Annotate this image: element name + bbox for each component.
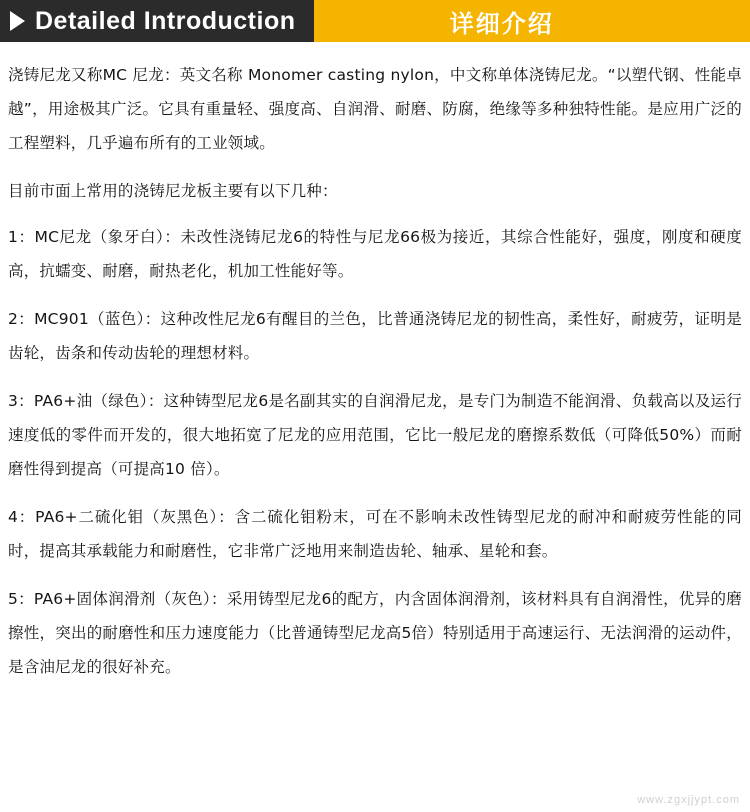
play-triangle-icon <box>10 11 25 31</box>
section-header <box>0 0 750 42</box>
paragraph-item-3: 3：PA6+油（绿色）：这种铸型尼龙6是名副其实的自润滑尼龙，是专门为制造不能润滑、负载高以及运行速度低的零件而开发的，很大地拓宽了尼龙的应用范围，它比一般尼龙的磨擦系数低（可降低50%）而耐磨性得到提高（可提高10 倍）。 <box>8 392 742 478</box>
header-title-english: Detailed Introduction <box>35 6 296 35</box>
paragraph-item-4: 4：PA6+二硫化钼（灰黑色）：含二硫化钼粉末，可在不影响未改性铸型尼龙的耐冲和耐疲劳性能的同时，提高其承载能力和耐磨性，它非常广泛地用来制造齿轮、轴承、星轮和套。 <box>8 508 742 560</box>
paragraph-item-5: 5：PA6+固体润滑剂（灰色）：采用铸型尼龙6的配方，内含固体润滑剂，该材料具有自润滑性，优异的磨擦性，突出的耐磨性和压力速度能力（比普通铸型尼龙高5倍）特别适用于高速运行、无法润滑的运动件，是含油尼龙的很好补充。 <box>8 590 742 676</box>
paragraph-lead-in: 目前市面上常用的浇铸尼龙板主要有以下几种： <box>8 182 338 200</box>
paragraph-item-2: 2：MC901（蓝色）：这种改性尼龙6有醒目的兰色，比普通浇铸尼龙的韧性高，柔性好，耐疲劳，证明是齿轮，齿条和传动齿轮的理想材料。 <box>8 310 742 362</box>
header-right-block <box>314 0 750 42</box>
paragraph-intro: 浇铸尼龙又称MC 尼龙：英文名称 Monomer casting nylon，中文称单体浇铸尼龙。“以塑代钢、性能卓越”，用途极其广泛。它具有重量轻、强度高、自润滑、耐磨、防腐，绝缘等多种独特性能。是应用广泛的工程塑料，几乎遍布所有的工业领域。 <box>8 66 742 152</box>
watermark: www.zgxjjypt.com <box>637 794 740 806</box>
header-left-block <box>0 0 314 42</box>
header-title-chinese: 详细介绍 <box>449 9 554 38</box>
paragraph-item-1: 1：MC尼龙（象牙白）：未改性浇铸尼龙6的特性与尼龙66极为接近，其综合性能好，强度，刚度和硬度高，抗蠕变、耐磨，耐热老化，机加工性能好等。 <box>8 228 742 280</box>
article-body <box>0 42 750 684</box>
